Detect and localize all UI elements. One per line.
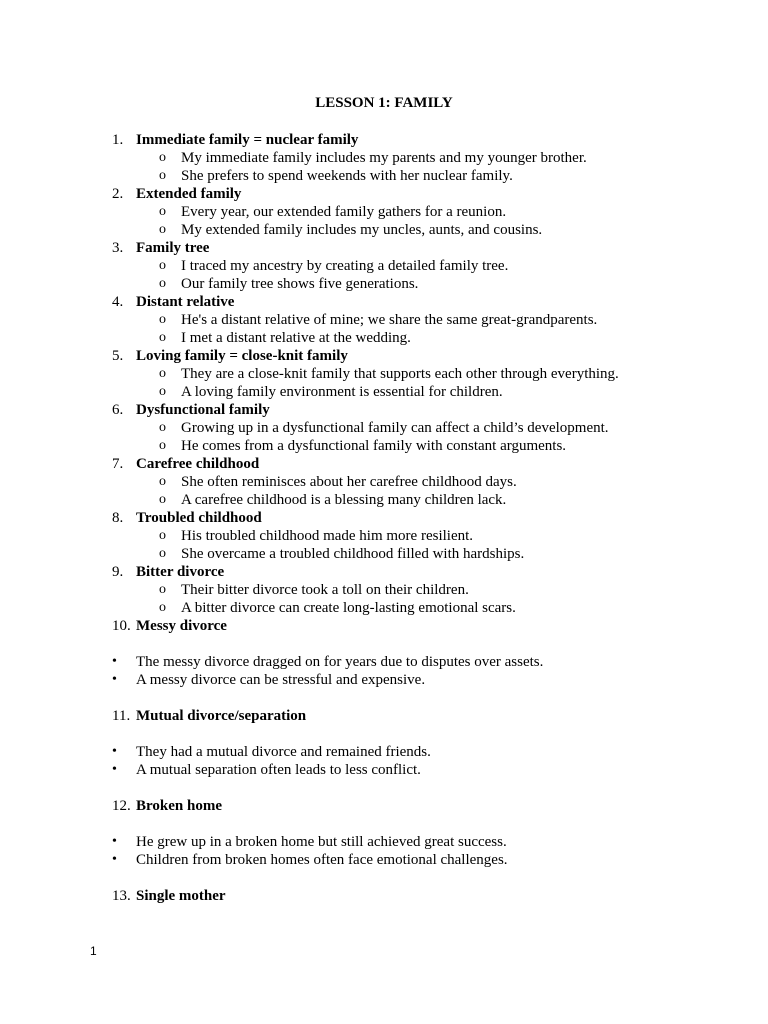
item-term: Distant relative [136,294,235,310]
item-term: Troubled childhood [136,510,262,526]
example-sentence [0,257,768,275]
item-number: 5. [112,348,124,364]
bullet-icon: • [112,672,117,687]
item-number: 12. [112,798,131,814]
example-text: Growing up in a dysfunctional family can affect a child’s development. [181,420,609,436]
example-text: She often reminisces about her carefree childhood days. [181,474,517,490]
item-term: Dysfunctional family [136,402,270,418]
example-text: Every year, our extended family gathers for a reunion. [181,204,507,220]
page-title: LESSON 1: FAMILY [315,95,453,111]
example-sentence [0,851,768,869]
example-text: They are a close-knit family that supports each other through everything. [181,366,619,382]
sub-bullet-icon: o [159,546,166,561]
example-sentence [0,545,768,563]
item-term: Mutual divorce/separation [136,708,307,724]
example-sentence [0,275,768,293]
example-sentence [0,743,768,761]
example-text: They had a mutual divorce and remained friends. [136,744,431,760]
example-sentence [0,203,768,221]
sub-bullet-icon: o [159,366,166,381]
list-item [0,509,768,527]
example-sentence [0,527,768,545]
sub-bullet-icon: o [159,168,166,183]
spacer [0,815,768,833]
example-sentence [0,221,768,239]
item-number: 8. [112,510,124,526]
item-number: 2. [112,186,124,202]
list-item [0,797,768,815]
example-sentence [0,599,768,617]
list-item [0,887,768,905]
example-sentence [0,491,768,509]
example-text: She prefers to spend weekends with her nuclear family. [181,168,513,184]
example-text: The messy divorce dragged on for years due to disputes over assets. [136,654,544,670]
example-sentence [0,167,768,185]
bullet-icon: • [112,744,117,759]
sub-bullet-icon: o [159,600,166,615]
spacer [0,779,768,797]
example-text: Their bitter divorce took a toll on their children. [181,582,469,598]
example-text: A loving family environment is essential for children. [181,384,503,400]
list-item [0,707,768,725]
list-item [0,239,768,257]
item-term: Broken home [136,798,222,814]
spacer [0,725,768,743]
example-text: She overcame a troubled childhood filled with hardships. [181,546,525,562]
item-term: Carefree childhood [136,456,260,472]
item-number: 9. [112,564,124,580]
item-term: Loving family = close-knit family [136,348,348,364]
item-term: Immediate family = nuclear family [136,132,359,148]
spacer [0,869,768,887]
page-number: 1 [90,944,97,958]
example-text: He grew up in a broken home but still achieved great success. [136,834,507,850]
item-number: 4. [112,294,124,310]
list-item [0,617,768,635]
vocabulary-list [0,131,768,905]
example-text: My extended family includes my uncles, aunts, and cousins. [181,222,543,238]
example-sentence [0,581,768,599]
item-number: 1. [112,132,124,148]
example-sentence [0,329,768,347]
list-item [0,563,768,581]
item-term: Single mother [136,888,226,904]
item-number: 7. [112,456,124,472]
example-text: A carefree childhood is a blessing many children lack. [181,492,507,508]
sub-bullet-icon: o [159,474,166,489]
bullet-icon: • [112,852,117,867]
bullet-icon: • [112,834,117,849]
example-sentence [0,437,768,455]
example-sentence [0,419,768,437]
example-sentence [0,383,768,401]
item-number: 3. [112,240,124,256]
example-sentence [0,761,768,779]
list-item [0,293,768,311]
sub-bullet-icon: o [159,312,166,327]
example-text: Our family tree shows five generations. [181,276,419,292]
item-number: 10. [112,618,131,634]
sub-bullet-icon: o [159,528,166,543]
example-text: A mutual separation often leads to less conflict. [136,762,421,778]
item-term: Messy divorce [136,618,227,634]
example-text: A bitter divorce can create long-lasting emotional scars. [181,600,516,616]
example-text: He's a distant relative of mine; we share the same great-grandparents. [181,312,598,328]
item-term: Bitter divorce [136,564,225,580]
sub-bullet-icon: o [159,384,166,399]
list-item [0,347,768,365]
sub-bullet-icon: o [159,420,166,435]
example-sentence [0,653,768,671]
spacer [0,689,768,707]
sub-bullet-icon: o [159,438,166,453]
example-text: I traced my ancestry by creating a detailed family tree. [181,258,509,274]
example-text: My immediate family includes my parents and my younger brother. [181,150,587,166]
spacer [0,635,768,653]
sub-bullet-icon: o [159,258,166,273]
list-item [0,401,768,419]
example-sentence [0,833,768,851]
example-text: His troubled childhood made him more resilient. [181,528,474,544]
sub-bullet-icon: o [159,492,166,507]
example-sentence [0,365,768,383]
bullet-icon: • [112,654,117,669]
example-sentence [0,149,768,167]
example-text: He comes from a dysfunctional family with constant arguments. [181,438,567,454]
bullet-icon: • [112,762,117,777]
example-text: A messy divorce can be stressful and expensive. [136,672,426,688]
item-number: 11. [112,708,131,724]
item-term: Family tree [136,240,210,256]
sub-bullet-icon: o [159,330,166,345]
sub-bullet-icon: o [159,582,166,597]
list-item [0,455,768,473]
example-text: Children from broken homes often face emotional challenges. [136,852,508,868]
item-number: 13. [112,888,131,904]
example-text: I met a distant relative at the wedding. [181,330,411,346]
sub-bullet-icon: o [159,222,166,237]
example-sentence [0,473,768,491]
item-number: 6. [112,402,124,418]
sub-bullet-icon: o [159,150,166,165]
sub-bullet-icon: o [159,204,166,219]
list-item [0,185,768,203]
example-sentence [0,671,768,689]
list-item [0,131,768,149]
example-sentence [0,311,768,329]
item-term: Extended family [136,186,242,202]
sub-bullet-icon: o [159,276,166,291]
